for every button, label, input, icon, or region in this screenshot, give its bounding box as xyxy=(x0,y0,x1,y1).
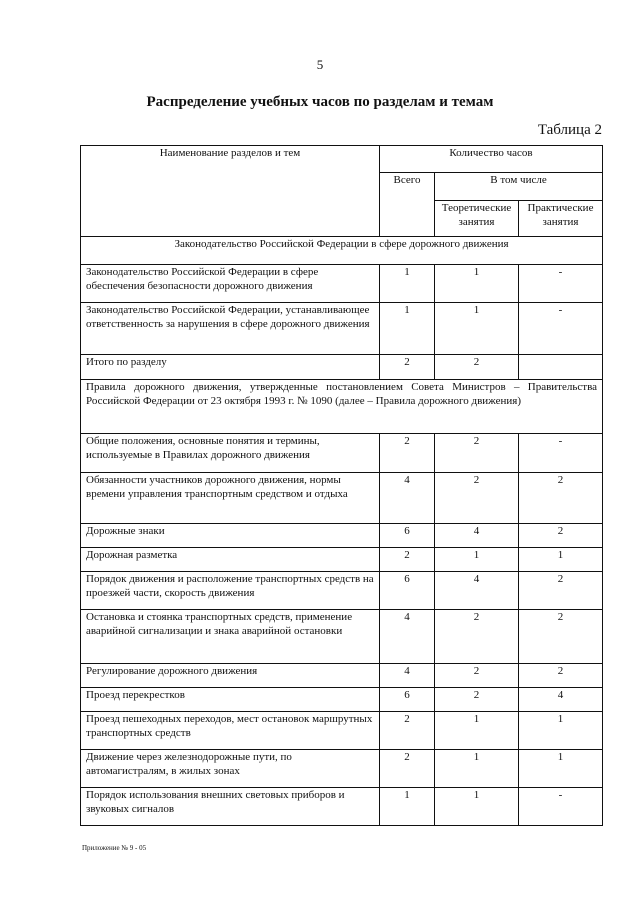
practice-hours: 1 xyxy=(519,548,603,572)
total-hours: 2 xyxy=(380,434,435,473)
theory-hours: 1 xyxy=(435,750,519,788)
subtotal-row xyxy=(81,355,603,380)
practice-hours: - xyxy=(519,265,603,303)
table-row xyxy=(81,712,603,750)
practice-hours: 4 xyxy=(519,688,603,712)
total-hours: 6 xyxy=(380,524,435,548)
theory-hours: 1 xyxy=(435,712,519,750)
header-hours: Количество часов xyxy=(380,146,603,173)
section-title: Правила дорожного движения, утвержденные постановлением Совета Министров – Правительства Российской Федерации от 23 октября 1993 г. № 1090 (далее – Правила дорожного движения) xyxy=(81,380,603,434)
total-hours: 4 xyxy=(380,610,435,664)
table-row xyxy=(81,572,603,610)
practice-hours xyxy=(519,355,603,380)
practice-hours: 2 xyxy=(519,610,603,664)
topic-name: Проезд пешеходных переходов, мест остановок маршрутных транспортных средств xyxy=(81,712,380,750)
topic-name: Движение через железнодорожные пути, по автомагистралям, в жилых зонах xyxy=(81,750,380,788)
total-hours: 1 xyxy=(380,303,435,355)
section-row xyxy=(81,237,603,265)
table-row xyxy=(81,610,603,664)
theory-hours: 2 xyxy=(435,664,519,688)
total-hours: 2 xyxy=(380,548,435,572)
topic-name: Порядок использования внешних световых приборов и звуковых сигналов xyxy=(81,788,380,826)
theory-hours: 1 xyxy=(435,788,519,826)
practice-hours: - xyxy=(519,788,603,826)
header-row xyxy=(81,146,603,173)
table-row xyxy=(81,303,603,355)
topic-name: Остановка и стоянка транспортных средств, применение аварийной сигнализации и знака аварийной остановки xyxy=(81,610,380,664)
topic-name: Законодательство Российской Федерации в сфере обеспечения безопасности дорожного движения xyxy=(81,265,380,303)
table-row xyxy=(81,524,603,548)
total-hours: 6 xyxy=(380,572,435,610)
header-name: Наименование разделов и тем xyxy=(81,146,380,237)
practice-hours: 1 xyxy=(519,750,603,788)
total-hours: 6 xyxy=(380,688,435,712)
practice-hours: - xyxy=(519,434,603,473)
practice-hours: 2 xyxy=(519,524,603,548)
total-hours: 2 xyxy=(380,355,435,380)
topic-name: Обязанности участников дорожного движения, нормы времени управления транспортным средством и отдыха xyxy=(81,473,380,524)
table-row xyxy=(81,434,603,473)
total-hours: 2 xyxy=(380,750,435,788)
theory-hours: 2 xyxy=(435,610,519,664)
theory-hours: 4 xyxy=(435,524,519,548)
section-row xyxy=(81,380,603,434)
total-hours: 4 xyxy=(380,473,435,524)
theory-hours: 2 xyxy=(435,473,519,524)
topic-name: Общие положения, основные понятия и термины, используемые в Правилах дорожного движения xyxy=(81,434,380,473)
header-theory: Теоретические занятия xyxy=(435,201,519,237)
theory-hours: 4 xyxy=(435,572,519,610)
header-practice: Практические занятия xyxy=(519,201,603,237)
topic-name: Дорожные знаки xyxy=(81,524,380,548)
theory-hours: 2 xyxy=(435,688,519,712)
header-including: В том числе xyxy=(435,173,603,201)
table-row xyxy=(81,548,603,572)
practice-hours: 2 xyxy=(519,572,603,610)
table-row xyxy=(81,473,603,524)
topic-name: Порядок движения и расположение транспортных средств на проезжей части, скорость движения xyxy=(81,572,380,610)
footer-note: Приложение № 9 - 05 xyxy=(82,844,147,852)
table-row xyxy=(81,265,603,303)
theory-hours: 1 xyxy=(435,303,519,355)
topic-name: Дорожная разметка xyxy=(81,548,380,572)
hours-distribution-table xyxy=(80,145,603,826)
table-row xyxy=(81,664,603,688)
theory-hours: 2 xyxy=(435,355,519,380)
topic-name: Проезд перекрестков xyxy=(81,688,380,712)
topic-name: Законодательство Российской Федерации, устанавливающее ответственность за нарушения в сфере дорожного движения xyxy=(81,303,380,355)
table-row xyxy=(81,788,603,826)
total-hours: 4 xyxy=(380,664,435,688)
theory-hours: 1 xyxy=(435,548,519,572)
practice-hours: 2 xyxy=(519,473,603,524)
practice-hours: 2 xyxy=(519,664,603,688)
practice-hours: 1 xyxy=(519,712,603,750)
table-row xyxy=(81,750,603,788)
theory-hours: 2 xyxy=(435,434,519,473)
header-total: Всего xyxy=(380,173,435,237)
theory-hours: 1 xyxy=(435,265,519,303)
practice-hours: - xyxy=(519,303,603,355)
document-title: Распределение учебных часов по разделам и темам xyxy=(146,94,494,110)
total-hours: 2 xyxy=(380,712,435,750)
topic-name: Регулирование дорожного движения xyxy=(81,664,380,688)
section-title: Законодательство Российской Федерации в сфере дорожного движения xyxy=(81,237,603,265)
total-hours: 1 xyxy=(380,265,435,303)
subtotal-label: Итого по разделу xyxy=(81,355,380,380)
total-hours: 1 xyxy=(380,788,435,826)
page-number: 5 xyxy=(316,57,324,72)
table-row xyxy=(81,688,603,712)
table-label: Таблица 2 xyxy=(537,122,602,138)
